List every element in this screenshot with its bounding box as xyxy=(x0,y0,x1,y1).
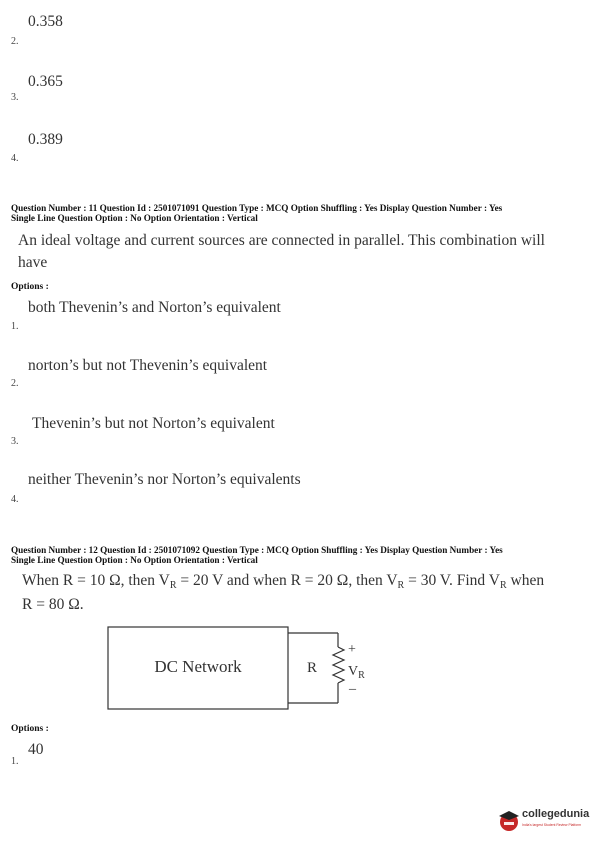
q11-header-line1: Question Number : 11 Question Id : 2501071091 Question Type : MCQ Option Shuffling : Yes Display Question Number : Yes xyxy=(11,203,503,213)
q12-question-text xyxy=(22,570,544,616)
graduation-cap-icon xyxy=(497,808,521,832)
q12-option-1-number: 1. xyxy=(11,756,19,767)
voltage-label: $V_R$ xyxy=(348,664,365,681)
subscript-r: R xyxy=(397,580,405,591)
q11-header-line2: Single Line Question Option : No Option Orientation : Vertical xyxy=(11,213,258,223)
prev-option-3-text: 0.389 xyxy=(28,131,63,148)
q11-option-4-number: 4. xyxy=(11,494,19,505)
circuit-diagram xyxy=(100,620,380,715)
logo-tagline: India's largest Student Review Platform xyxy=(522,823,582,827)
q11-text-line2: have xyxy=(18,254,48,271)
q12-text-line2: R = 80 Ω. xyxy=(22,596,84,613)
q11-options-label: Options : xyxy=(11,282,49,292)
q12-text-part: = 30 V. Find V xyxy=(404,572,500,589)
q11-option-4-text: neither Thevenin’s nor Norton’s equivalents xyxy=(28,471,301,488)
q11-option-2-text: norton’s but not Thevenin’s equivalent xyxy=(28,357,268,374)
q12-option-1-text: 40 xyxy=(28,741,44,758)
q11-option-1-number: 1. xyxy=(11,321,19,332)
dc-network-label: DC Network xyxy=(154,657,242,676)
resistor-zigzag xyxy=(333,647,344,683)
q12-text-part: When R = 10 Ω, then V xyxy=(22,572,170,589)
collegedunia-logo xyxy=(497,806,591,832)
q12-text-line1 xyxy=(22,570,544,594)
q11-question-text xyxy=(18,230,545,274)
prev-option-2-text: 0.365 xyxy=(28,73,63,90)
logo-name: collegedunia xyxy=(522,808,590,820)
q12-options-label: Options : xyxy=(11,724,49,734)
q11-option-1-text: both Thevenin’s and Norton’s equivalent xyxy=(28,299,281,316)
q11-option-3-text: Thevenin’s but not Norton’s equivalent xyxy=(32,415,275,432)
subscript-r: R xyxy=(499,580,507,591)
q12-header-line1: Question Number : 12 Question Id : 2501071092 Question Type : MCQ Option Shuffling : Yes Display Question Number : Yes xyxy=(11,545,503,555)
prev-option-4-number: 4. xyxy=(11,153,19,164)
q11-option-3-number: 3. xyxy=(11,436,19,447)
prev-option-1-text: 0.358 xyxy=(28,13,63,30)
q11-option-2-number: 2. xyxy=(11,378,19,389)
subscript-r: R xyxy=(169,580,177,591)
plus-sign: + xyxy=(348,642,356,657)
resistor-label: R xyxy=(306,660,318,676)
q12-text-part: = 20 V and when R = 20 Ω, then V xyxy=(176,572,398,589)
minus-sign: _ xyxy=(349,677,356,692)
prev-option-2-number: 2. xyxy=(11,36,19,47)
q12-header-line2: Single Line Question Option : No Option Orientation : Vertical xyxy=(11,555,258,565)
q12-text-part: when xyxy=(506,572,545,589)
q11-text-line1: An ideal voltage and current sources are connected in parallel. This combination will xyxy=(18,232,545,249)
prev-option-3-number: 3. xyxy=(11,92,19,103)
